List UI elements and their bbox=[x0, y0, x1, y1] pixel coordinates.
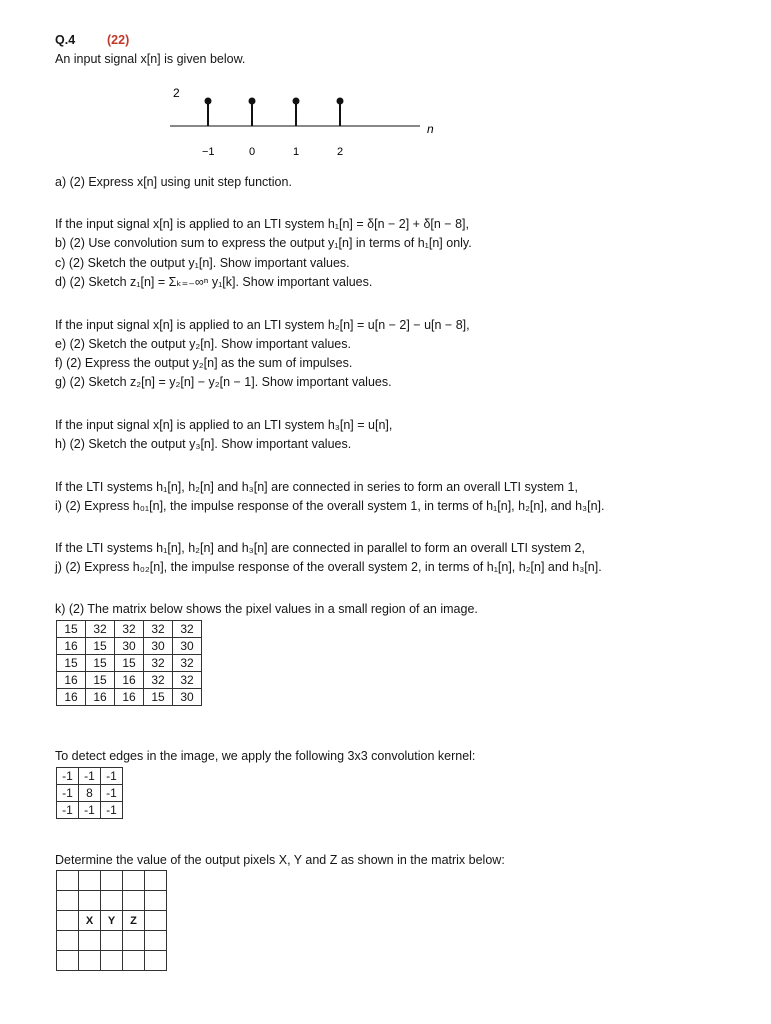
pixel-cell: 32 bbox=[86, 621, 115, 638]
pixel-cell: 15 bbox=[57, 655, 86, 672]
pixel-cell: 16 bbox=[115, 689, 144, 706]
output-cell bbox=[57, 911, 79, 931]
kernel-intro: To detect edges in the image, we apply the following 3x3 convolution kernel: bbox=[55, 749, 476, 763]
pixel-cell: 32 bbox=[144, 621, 173, 638]
amplitude-label: 2 bbox=[173, 86, 180, 100]
pixel-cell: 16 bbox=[86, 689, 115, 706]
stem-head-n-0 bbox=[249, 98, 256, 105]
output-cell bbox=[79, 871, 101, 891]
output-cell bbox=[145, 911, 167, 931]
output-cell bbox=[57, 931, 79, 951]
part-i: i) (2) Express h₀₁[n], the impulse response of the overall system 1, in terms of h₁[n], h₂[n], and h₃[n]. bbox=[55, 499, 605, 513]
kernel-matrix bbox=[56, 767, 123, 819]
output-matrix bbox=[56, 870, 167, 971]
pixel-cell: 15 bbox=[144, 689, 173, 706]
pixel-cell: 15 bbox=[115, 655, 144, 672]
pixel-cell: 16 bbox=[115, 672, 144, 689]
output-row bbox=[57, 911, 167, 931]
pixel-row bbox=[57, 672, 202, 689]
output-row bbox=[57, 931, 167, 951]
pixel-cell: 15 bbox=[57, 621, 86, 638]
output-cell bbox=[101, 871, 123, 891]
output-cell bbox=[145, 951, 167, 971]
output-cell bbox=[123, 871, 145, 891]
stem-head-n-minus-1 bbox=[205, 98, 212, 105]
output-cell-z: Z bbox=[123, 911, 145, 931]
output-cell bbox=[123, 951, 145, 971]
pixel-row bbox=[57, 621, 202, 638]
pixel-cell: 32 bbox=[144, 672, 173, 689]
pixel-cell: 30 bbox=[115, 638, 144, 655]
tick-label-minus-1: −1 bbox=[202, 146, 215, 158]
kernel-cell: -1 bbox=[101, 802, 123, 819]
kernel-cell: 8 bbox=[79, 785, 101, 802]
pixel-cell: 32 bbox=[115, 621, 144, 638]
condition-h2: If the input signal x[n] is applied to an LTI system h₂[n] = u[n − 2] − u[n − 8], bbox=[55, 318, 470, 332]
pixel-row bbox=[57, 638, 202, 655]
pixel-cell: 30 bbox=[173, 689, 202, 706]
kernel-cell: -1 bbox=[57, 802, 79, 819]
output-cell-y: Y bbox=[101, 911, 123, 931]
intro-text: An input signal x[n] is given below. bbox=[55, 52, 246, 66]
output-cell bbox=[145, 931, 167, 951]
pixel-row bbox=[57, 655, 202, 672]
pixel-cell: 15 bbox=[86, 672, 115, 689]
pixel-cell: 32 bbox=[173, 655, 202, 672]
kernel-row bbox=[57, 768, 123, 785]
pixel-cell: 30 bbox=[173, 638, 202, 655]
kernel-cell: -1 bbox=[101, 768, 123, 785]
output-cell bbox=[123, 931, 145, 951]
output-row bbox=[57, 951, 167, 971]
output-row bbox=[57, 891, 167, 911]
pixel-cell: 32 bbox=[173, 672, 202, 689]
stem-plot bbox=[150, 80, 450, 165]
part-e: e) (2) Sketch the output y₂[n]. Show important values. bbox=[55, 337, 351, 351]
part-j: j) (2) Express h₀₂[n], the impulse response of the overall system 2, in terms of h₁[n], h₂[n] and h₃[n]. bbox=[55, 560, 602, 574]
output-cell bbox=[79, 931, 101, 951]
pixel-row bbox=[57, 689, 202, 706]
kernel-cell: -1 bbox=[79, 768, 101, 785]
axis-label-n: n bbox=[427, 122, 434, 136]
part-c: c) (2) Sketch the output y₁[n]. Show important values. bbox=[55, 256, 350, 270]
kernel-row bbox=[57, 802, 123, 819]
part-a: a) (2) Express x[n] using unit step function. bbox=[55, 175, 292, 189]
output-cell bbox=[145, 891, 167, 911]
output-cell bbox=[57, 891, 79, 911]
pixel-matrix bbox=[56, 620, 202, 706]
part-d: d) (2) Sketch z₁[n] = Σₖ₌₋∞ⁿ y₁[k]. Show important values. bbox=[55, 275, 373, 289]
output-cell bbox=[101, 931, 123, 951]
part-f: f) (2) Express the output y₂[n] as the sum of impulses. bbox=[55, 356, 353, 370]
pixel-cell: 16 bbox=[57, 638, 86, 655]
pixel-cell: 15 bbox=[86, 655, 115, 672]
kernel-cell: -1 bbox=[57, 785, 79, 802]
output-cell bbox=[79, 951, 101, 971]
output-cell bbox=[145, 871, 167, 891]
tick-label-0: 0 bbox=[249, 146, 256, 158]
condition-h3: If the input signal x[n] is applied to an LTI system h₃[n] = u[n], bbox=[55, 418, 393, 432]
stem-head-n-1 bbox=[293, 98, 300, 105]
tick-label-1: 1 bbox=[293, 146, 300, 158]
pixel-cell: 16 bbox=[57, 689, 86, 706]
output-intro: Determine the value of the output pixels X, Y and Z as shown in the matrix below: bbox=[55, 853, 505, 867]
condition-series: If the LTI systems h₁[n], h₂[n] and h₃[n] are connected in series to form an overall LTI system 1, bbox=[55, 480, 578, 494]
part-k: k) (2) The matrix below shows the pixel values in a small region of an image. bbox=[55, 602, 478, 616]
tick-label-2: 2 bbox=[337, 146, 344, 158]
kernel-row bbox=[57, 785, 123, 802]
output-cell bbox=[101, 891, 123, 911]
kernel-cell: -1 bbox=[57, 768, 79, 785]
pixel-cell: 32 bbox=[173, 621, 202, 638]
pixel-cell: 15 bbox=[86, 638, 115, 655]
pixel-cell: 32 bbox=[144, 655, 173, 672]
pixel-cell: 16 bbox=[57, 672, 86, 689]
part-h: h) (2) Sketch the output y₃[n]. Show important values. bbox=[55, 437, 352, 451]
output-cell bbox=[57, 951, 79, 971]
output-cell bbox=[123, 891, 145, 911]
part-b: b) (2) Use convolution sum to express the output y₁[n] in terms of h₁[n] only. bbox=[55, 236, 472, 250]
part-g: g) (2) Sketch z₂[n] = y₂[n] − y₂[n − 1]. Show important values. bbox=[55, 375, 392, 389]
condition-h1: If the input signal x[n] is applied to an LTI system h₁[n] = δ[n − 2] + δ[n − 8], bbox=[55, 217, 469, 231]
output-row bbox=[57, 871, 167, 891]
output-cell-x: X bbox=[79, 911, 101, 931]
pixel-cell: 30 bbox=[144, 638, 173, 655]
output-cell bbox=[79, 891, 101, 911]
condition-parallel: If the LTI systems h₁[n], h₂[n] and h₃[n] are connected in parallel to form an overall LTI system 2, bbox=[55, 541, 585, 555]
question-marks: (22) bbox=[107, 33, 130, 47]
question-number: Q.4 bbox=[55, 33, 76, 47]
output-cell bbox=[101, 951, 123, 971]
kernel-cell: -1 bbox=[101, 785, 123, 802]
output-cell bbox=[57, 871, 79, 891]
kernel-cell: -1 bbox=[79, 802, 101, 819]
stem-head-n-2 bbox=[337, 98, 344, 105]
